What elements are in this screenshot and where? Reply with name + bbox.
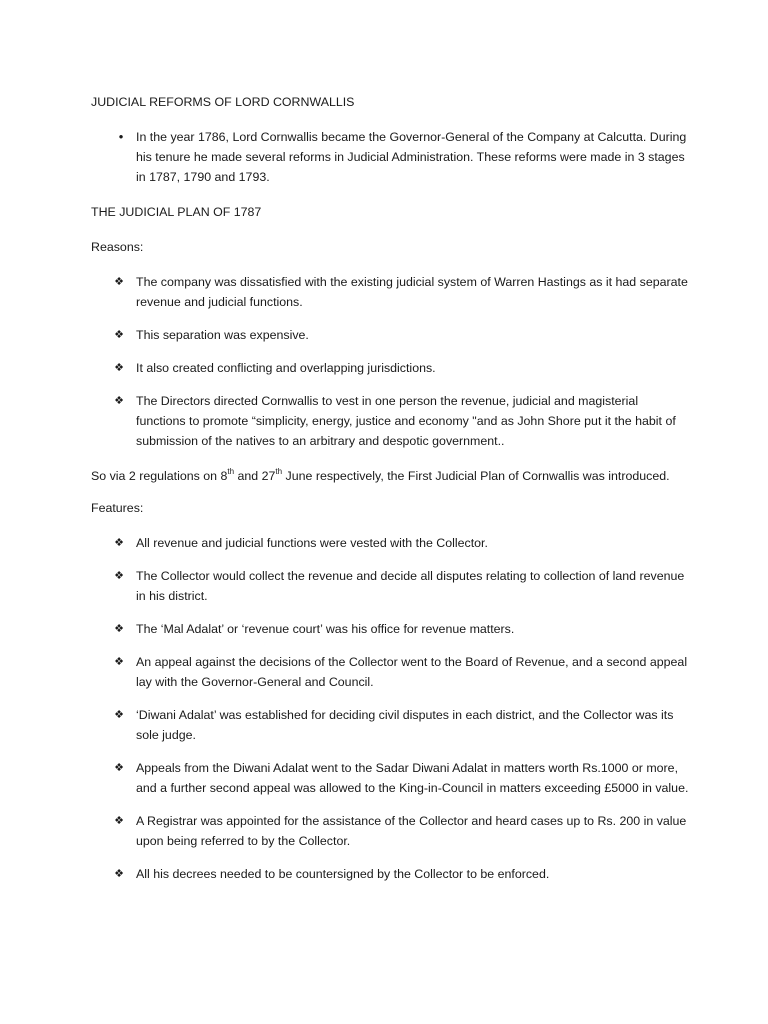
bullet-diamond-icon: ❖ [114,329,124,341]
reasons-list [91,272,691,451]
list-item [91,652,691,692]
list-item-text: ‘Diwani Adalat’ was established for deciding civil disputes in each district, and the Collector was its sole judge. [136,708,674,742]
list-item-text: In the year 1786, Lord Cornwallis became the Governor-General of the Company at Calcutta. During his tenure he made several reforms in Judicial Administration. These reforms were made in 3 stages in 1787, 1790 and 1793. [136,130,687,184]
list-item-text: This separation was expensive. [136,328,309,342]
document-title: JUDICIAL REFORMS OF LORD CORNWALLIS [91,95,355,109]
regulation-paragraph [91,466,691,486]
list-item [91,358,691,378]
bullet-diamond-icon: ❖ [114,623,124,635]
bullet-dot-icon: • [118,129,124,144]
intro-list [91,127,691,187]
regulation-text-part3: June respectively, the First Judicial Plan of Cornwallis was introduced. [282,469,670,483]
bullet-diamond-icon: ❖ [114,815,124,827]
document-page [91,92,691,899]
list-item-text: All revenue and judicial functions were vested with the Collector. [136,536,488,550]
list-item [91,705,691,745]
list-item [91,325,691,345]
list-item-text: The Collector would collect the revenue and decide all disputes relating to collection of land revenue in his district. [136,569,685,603]
section-heading-features: Features: [91,501,144,515]
list-item-text: The ‘Mal Adalat’ or ‘revenue court’ was his office for revenue matters. [136,622,515,636]
regulation-text-part1: So via 2 regulations on 8 [91,469,228,483]
list-item [91,391,691,451]
list-item [91,619,691,639]
bullet-diamond-icon: ❖ [114,570,124,582]
ordinal-suffix: th [275,466,283,476]
bullet-diamond-icon: ❖ [114,656,124,668]
list-item [91,272,691,312]
list-item-text: Appeals from the Diwani Adalat went to the Sadar Diwani Adalat in matters worth Rs.1000 or more, and a further second appeal was allowed to the King-in-Council in matters exceeding £5000 in value. [136,761,689,795]
bullet-diamond-icon: ❖ [114,276,124,288]
list-item [91,533,691,553]
bullet-diamond-icon: ❖ [114,709,124,721]
bullet-diamond-icon: ❖ [114,762,124,774]
features-list [91,533,691,884]
ordinal-suffix: th [227,466,235,476]
list-item [91,758,691,798]
bullet-diamond-icon: ❖ [114,868,124,880]
list-item [91,127,691,187]
list-item-text: The Directors directed Cornwallis to vest in one person the revenue, judicial and magisterial functions to promote “simplicity, energy, justice and economy "and as John Shore put it the habit of submission of the natives to an arbitrary and despotic government.. [136,394,676,448]
list-item [91,566,691,606]
bullet-diamond-icon: ❖ [114,537,124,549]
bullet-diamond-icon: ❖ [114,395,124,407]
list-item-text: The company was dissatisfied with the existing judicial system of Warren Hastings as it had separate revenue and judicial functions. [136,275,688,309]
list-item [91,811,691,851]
section-heading-plan: THE JUDICIAL PLAN OF 1787 [91,205,262,219]
list-item-text: An appeal against the decisions of the Collector went to the Board of Revenue, and a second appeal lay with the Governor-General and Council. [136,655,688,689]
list-item-text: It also created conflicting and overlapping jurisdictions. [136,361,436,375]
list-item-text: All his decrees needed to be countersigned by the Collector to be enforced. [136,867,550,881]
section-heading-reasons: Reasons: [91,240,144,254]
list-item [91,864,691,884]
list-item-text: A Registrar was appointed for the assistance of the Collector and heard cases up to Rs. 200 in value upon being referred to by the Collector. [136,814,687,848]
regulation-text-part2: and 27 [234,469,276,483]
bullet-diamond-icon: ❖ [114,362,124,374]
